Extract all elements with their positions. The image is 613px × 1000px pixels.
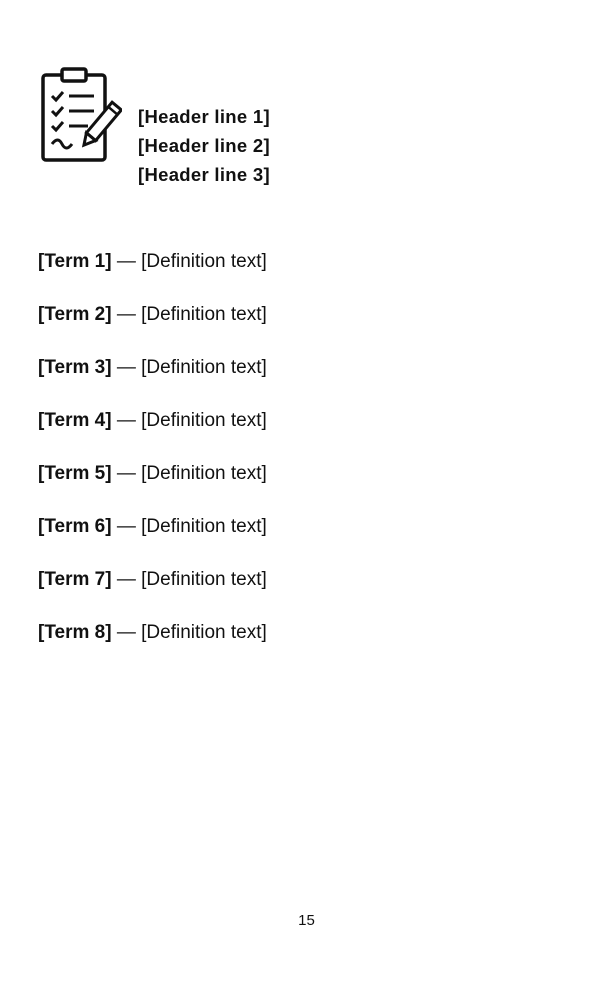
entry: [38, 512, 524, 541]
entry-term: [Term 3]: [38, 357, 112, 378]
entry-separator: —: [111, 622, 142, 643]
entry-separator: —: [111, 357, 142, 378]
entry: [38, 565, 524, 594]
entry-definition: [Definition text]: [141, 357, 267, 378]
entry: [38, 618, 524, 647]
clipboard-checklist-pencil-icon: [38, 66, 122, 166]
entry-term: [Term 8]: [38, 622, 112, 643]
entries-list: [38, 228, 524, 671]
entry-separator: —: [111, 304, 142, 325]
entry-separator: —: [111, 463, 142, 484]
entry-separator: —: [111, 251, 142, 272]
entry-definition: [Definition text]: [141, 516, 267, 537]
entry: [38, 406, 524, 435]
title-line-3: [Header line 3]: [138, 164, 270, 185]
entry-definition: [Definition text]: [141, 251, 267, 272]
entry: [38, 247, 524, 276]
entry-separator: —: [111, 569, 142, 590]
entry: [38, 459, 524, 488]
entry: [38, 300, 524, 329]
entry-term: [Term 6]: [38, 516, 112, 537]
entry-term: [Term 7]: [38, 569, 112, 590]
title-line-2: [Header line 2]: [138, 135, 270, 156]
entry-definition: [Definition text]: [141, 463, 267, 484]
entry-term: [Term 1]: [38, 251, 112, 272]
section-title: [138, 102, 270, 189]
entry-separator: —: [111, 516, 142, 537]
entry: [38, 353, 524, 382]
entry-term: [Term 2]: [38, 304, 112, 325]
entry-definition: [Definition text]: [141, 304, 267, 325]
page-number: 15: [298, 912, 315, 929]
entry-definition: [Definition text]: [141, 622, 267, 643]
header: [38, 66, 578, 196]
entry-definition: [Definition text]: [141, 569, 267, 590]
entry-definition: [Definition text]: [141, 410, 267, 431]
entry-term: [Term 4]: [38, 410, 112, 431]
title-line-1: [Header line 1]: [138, 106, 270, 127]
entry-separator: —: [111, 410, 142, 431]
entry-term: [Term 5]: [38, 463, 112, 484]
